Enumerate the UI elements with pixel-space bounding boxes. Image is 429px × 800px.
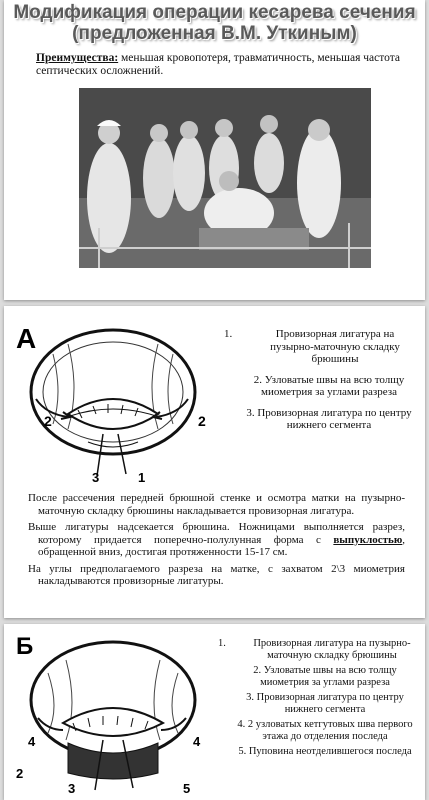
step-item-3 — [224, 407, 416, 432]
paragraph-2 — [28, 521, 405, 559]
paragraph-1: После рассечения передней брюшной стенке и осмотра матки на пузырно-маточную складку брюшины накладывается провизорная лигатура. — [28, 492, 405, 517]
uterus-diagram-a — [8, 314, 213, 484]
svg-text:3: 3 — [68, 781, 76, 796]
step-item-2 — [224, 374, 416, 399]
photo-illustration — [79, 88, 371, 268]
step-item-3 — [218, 692, 418, 715]
step-item-1 — [218, 638, 418, 661]
step-number: 5. — [238, 746, 247, 757]
step-text: Провизорная лигатура по центру нижнего сегмента — [257, 406, 412, 431]
paragraph-2-part-2: , обращенной вниз, достигая протяженности 15-17 см. — [38, 533, 405, 558]
operating-room-photo — [79, 88, 371, 268]
step-text: Провизорная лигатура на пузырно-маточную складку брюшины — [270, 328, 400, 365]
slide-title-heading — [4, 2, 425, 44]
step-text: Узловатые швы на всю толщу миометрия за углами разреза — [260, 665, 397, 688]
svg-text:3: 3 — [92, 470, 100, 484]
advantages-label: Преимущества: — [36, 52, 119, 64]
title-line-1: Модификация операции кесарева сечения — [13, 2, 416, 23]
step-number: 2. — [253, 373, 263, 386]
title-line-2: (предложенная В.М. Уткиным) — [72, 23, 357, 44]
diagram-letter-a: А — [16, 323, 37, 354]
slide-diagram-a — [4, 306, 425, 618]
step-item-2 — [218, 665, 418, 688]
slide-title — [4, 0, 425, 300]
step-number: 3. — [246, 406, 255, 419]
svg-text:4: 4 — [193, 734, 201, 749]
step-item-4 — [218, 719, 418, 742]
diagram-letter-b: Б — [16, 633, 34, 660]
steps-list-b — [218, 638, 418, 758]
description-text — [28, 492, 405, 592]
step-number: 2. — [253, 665, 262, 676]
advantages-paragraph — [36, 52, 405, 78]
step-item-1 — [224, 328, 416, 366]
step-number: 1. — [224, 328, 233, 340]
svg-text:5: 5 — [183, 781, 191, 796]
step-text: Узловатые швы на всю толщу миометрия за углами разреза — [261, 373, 405, 398]
advantages-text: меньшая кровопотеря, травматичность, меньшая частота септических осложнений. — [36, 52, 400, 77]
step-text: Провизорная лигатура по центру нижнего сегмента — [256, 692, 404, 715]
uterus-diagram-b — [8, 628, 213, 798]
step-text: Пуповина неотделившегося последа — [248, 746, 412, 757]
highlight-word: выпуклостью — [333, 533, 403, 546]
step-number: 4. — [237, 719, 246, 730]
slide-diagram-b — [4, 624, 425, 800]
svg-text:2: 2 — [16, 766, 24, 781]
svg-text:2: 2 — [44, 413, 52, 429]
step-number: 1. — [218, 638, 226, 649]
step-text: 2 узловатых кетгутовых шва первого этажа до отделения последа — [247, 719, 413, 742]
paragraph-3: На углы предполагаемого разреза на матке, с захватом 2\3 миометрия накладываются провизорные лигатуры. — [28, 562, 405, 587]
svg-text:1: 1 — [138, 470, 146, 484]
svg-text:2: 2 — [198, 413, 206, 429]
step-text: Провизорная лигатура на пузырно-маточную складку брюшины — [253, 638, 411, 661]
step-number: 3. — [246, 692, 254, 703]
steps-list-a — [224, 328, 416, 440]
paragraph-2-part-1: Выше лигатуры надсекается брюшина. Ножницами выполняется разрез, которому придается поперечно-полулунная форма с — [28, 521, 405, 546]
step-item-5 — [218, 746, 418, 758]
svg-text:4: 4 — [28, 734, 36, 749]
